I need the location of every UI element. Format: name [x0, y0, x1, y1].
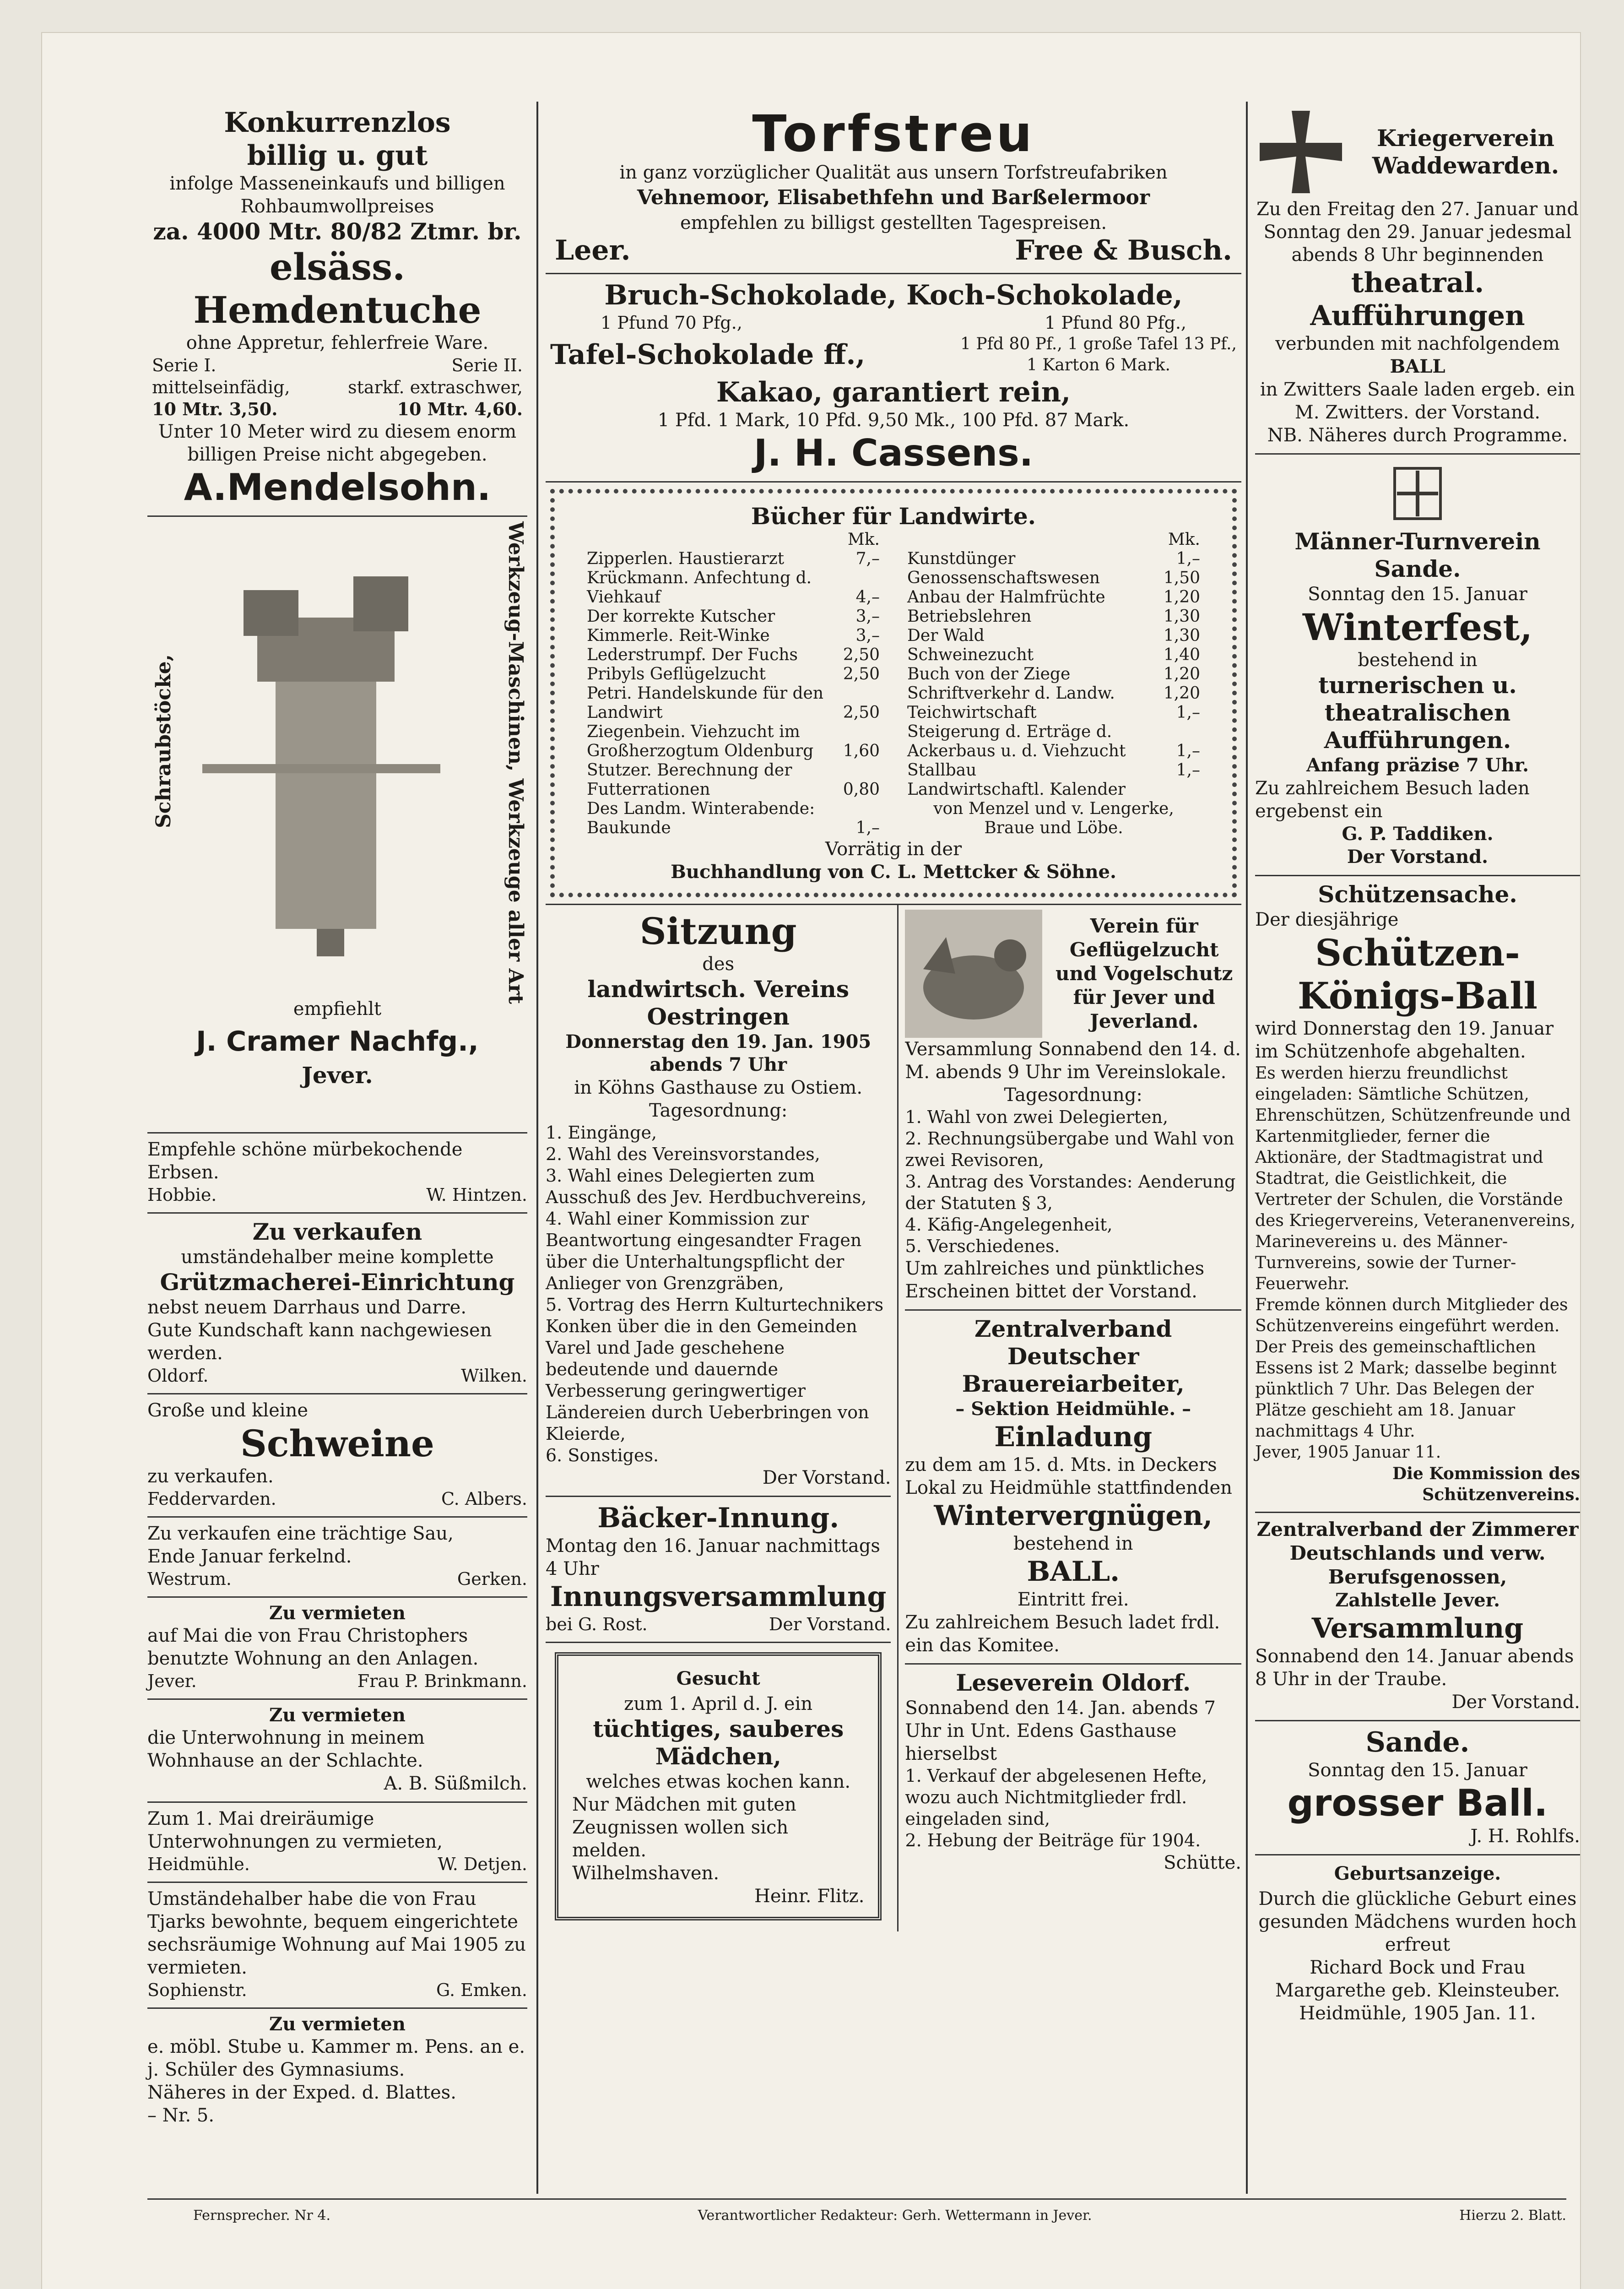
book-row	[587, 607, 880, 626]
book-price: 3,–	[855, 607, 880, 626]
currency-label: Mk.	[847, 530, 880, 549]
book-title: Pribyls Geflügelzucht	[587, 665, 766, 683]
ad-text: Tagesordnung:	[649, 1100, 788, 1121]
agenda-item: 3. Wahl eines Delegierten zum Ausschuß des Jev. Herdbuchvereins,	[546, 1166, 867, 1207]
ad-sande	[1255, 1721, 1580, 1855]
newspaper-page	[41, 32, 1581, 2289]
ad-place: bei G. Rost.	[546, 1614, 648, 1634]
ad-place: Oldorf.	[147, 1366, 209, 1386]
ad-sitzung	[546, 905, 891, 1497]
ad-schuetzen	[1255, 876, 1580, 1513]
ad-headline: Zentralverband der Zimmerer Deutschlands und verw. Berufsgenossen,	[1256, 1518, 1579, 1588]
agenda-item: 5. Vortrag des Herrn Kulturtechnikers Konken über die in den Gemeinden Varel und Jade geschehene bedeutende und dauernde Verbesserung geringwertiger Ländereien durch Ueberbringen von Kleierde,	[546, 1295, 884, 1444]
ad-subheadline: billig u. gut	[247, 140, 428, 172]
vise-image	[202, 535, 440, 966]
book-title: Krückmann. Anfechtung d.	[587, 569, 812, 587]
ad-text: Vehnemoor, Elisabethfehn und Barßelermoor	[637, 186, 1150, 209]
book-row	[587, 780, 880, 799]
book-title: Genossenschaftswesen	[907, 569, 1100, 587]
ad-headline: Bruch-Schokolade, Koch-Schokolade,	[604, 279, 1183, 311]
price: 1 Pfund 80 Pfg.,	[1045, 313, 1186, 333]
ad-text: Es werden hierzu freundlichst eingeladen: Sämtliche Schützen, Ehrenschützen, Schützenfreunde und Kartenmitglieder, ferner die Aktionäre, der Stadtmagistrat und Stadtrat, die Geistlichkeit, die Vertreter der Schulen, die Vorstände des Kriegervereins, Veteranenvereins, Marinevereins u. des Männer-Turnvereins, sowie der Turner-Feuerwehr.	[1255, 1064, 1575, 1293]
ad-vermieten-1	[147, 1598, 527, 1700]
book-title: Schriftverkehr d. Landw.	[907, 684, 1115, 703]
book-title: Viehkauf	[587, 588, 661, 607]
ad-text: des	[702, 954, 735, 975]
ad-headline: Winterfest,	[1302, 606, 1533, 649]
ad-text: Margarethe geb. Kleinsteuber.	[1275, 1980, 1560, 2001]
book-row	[907, 607, 1200, 626]
series-1-price: 10 Mtr. 3,50.	[152, 399, 278, 419]
book-title: Zipperlen. Haustierarzt	[587, 549, 785, 568]
series-1-desc: mittelseinfädig,	[152, 377, 290, 397]
ad-text: Zu zahlreichem Besuch ladet frdl. ein das Komitee.	[905, 1612, 1220, 1656]
ad-text: Vorrätig in der	[825, 839, 962, 860]
ad-headline: Konkurrenzlos	[224, 107, 451, 139]
ad-headline: Zentralverband Deutscher	[974, 1315, 1172, 1370]
advertiser-place: Jever.	[302, 1062, 373, 1089]
book-row	[587, 722, 880, 742]
ad-text: Erbsen.	[147, 1162, 219, 1183]
book-title: Ackerbaus u. d. Viehzucht	[907, 742, 1126, 760]
column-rule-1	[536, 102, 538, 2194]
ad-headline: Grützmacherei-Einrichtung	[160, 1269, 515, 1296]
ad-stube	[147, 2009, 527, 2133]
book-title: Lederstrumpf. Der Fuchs	[587, 645, 798, 664]
ad-headline: Zu vermieten	[269, 1704, 406, 1726]
ad-headline: theatral. Aufführungen	[1310, 267, 1525, 332]
ad-text: Zum 1. Mai dreiräumige Unterwohnungen zu vermieten,	[147, 1808, 443, 1852]
book-row	[587, 645, 880, 665]
ad-signature: G. P. Taddiken.	[1342, 823, 1494, 845]
book-row	[587, 799, 880, 819]
agenda-item: 1. Verkauf der abgelesenen Hefte, wozu auch Nichtmitglieder frdl. eingeladen sind,	[905, 1766, 1207, 1829]
book-price: 2,50	[843, 645, 880, 664]
column-left	[147, 102, 527, 2133]
ad-headline: BALL.	[1027, 1556, 1120, 1588]
ad-text: abends 7 Uhr	[650, 1054, 787, 1075]
ad-headline: grosser Ball.	[1287, 1782, 1548, 1824]
ad-text: auf Mai die von Frau Christophers benutzte Wohnung an den Anlagen.	[147, 1625, 479, 1669]
ad-zimmerer	[1255, 1513, 1580, 1721]
ad-text: empfiehlt	[293, 998, 382, 1020]
ad-kriegerverein	[1255, 102, 1580, 455]
ad-place: Hobbie.	[147, 1185, 217, 1205]
ad-headline: Torfstreu	[752, 104, 1035, 163]
ad-wohnung	[147, 1883, 527, 2009]
ad-text: Versammlung Sonnabend den 14. d. M. abends 9 Uhr im Vereinslokale.	[905, 1039, 1241, 1083]
book-row	[907, 684, 1200, 703]
book-title: Petri. Handelskunde für den	[587, 684, 824, 703]
ad-gesucht	[546, 1643, 891, 1931]
ad-text: ohne Appretur, fehlerfreie Ware.	[186, 332, 489, 353]
ad-headline: Zu vermieten	[269, 1602, 406, 1624]
book-title: Der Wald	[907, 626, 985, 645]
books-list-left	[587, 530, 880, 838]
book-row	[907, 569, 1200, 588]
agenda-item: 2. Hebung der Beiträge für 1904.	[905, 1830, 1201, 1850]
ad-text: Zu zahlreichem Besuch laden ergebenst ein	[1255, 778, 1530, 822]
ad-headline: landwirtsch. Vereins Oestringen	[587, 976, 850, 1030]
book-row	[587, 549, 880, 569]
book-price: 1,–	[1176, 549, 1200, 568]
ad-baecker	[546, 1497, 891, 1643]
ad-place: Leer.	[555, 234, 631, 266]
book-price: 1,60	[843, 742, 880, 760]
ad-headline: turnerischen u. theatralischen Aufführungen.	[1318, 672, 1517, 754]
ad-text: in Köhns Gasthause zu Ostiem.	[574, 1077, 863, 1098]
ad-schokolade	[546, 274, 1241, 483]
ad-headline: tüchtiges, sauberes Mädchen,	[593, 1715, 844, 1770]
ad-place: Wilhelmshaven.	[572, 1863, 720, 1884]
book-row	[587, 684, 880, 703]
agenda-item: 5. Verschiedenes.	[905, 1236, 1060, 1256]
agenda-item: 6. Sonstiges.	[546, 1445, 659, 1465]
agenda-item: 3. Antrag des Vorstandes: Aenderung der Statuten § 3,	[905, 1172, 1236, 1213]
ad-text: bestehend in	[1013, 1533, 1133, 1554]
ad-headline: Versammlung	[1311, 1612, 1524, 1644]
ad-vermieten-2	[147, 1700, 527, 1803]
ad-signature: Die Kommission des Schützenvereins.	[1392, 1464, 1580, 1504]
ad-headline: Schützensache.	[1318, 881, 1517, 908]
gesucht-frame	[555, 1652, 882, 1920]
ad-text: Durch die glückliche Geburt eines gesunden Mädchens wurden hoch erfreut	[1258, 1888, 1577, 1955]
ad-text: Gute Kundschaft kann nachgewiesen werden.	[147, 1320, 492, 1364]
book-title: Landwirtschaftl. Kalender	[907, 780, 1126, 799]
book-price: 1,–	[1176, 742, 1200, 760]
ad-signature: Frau P. Brinkmann.	[357, 1671, 527, 1691]
book-title: Kimmerle. Reit-Winke	[587, 626, 770, 645]
ad-text: zu verkaufen.	[147, 1466, 274, 1487]
ad-headline: Tafel-Schokolade ff.,	[550, 339, 866, 371]
ad-headline: Zu vermieten	[269, 2013, 406, 2035]
ad-headline: Sitzung	[639, 910, 797, 953]
book-price: 2,50	[843, 665, 880, 683]
book-title: Anbau der Halmfrüchte	[907, 588, 1105, 607]
ad-text: verbunden mit nachfolgendem	[1275, 333, 1560, 354]
agenda-item: 2. Rechnungsübergabe und Wahl von zwei Revisoren,	[905, 1128, 1234, 1170]
book-price: 1,50	[1163, 569, 1200, 587]
ad-headline: Schützen-Königs-Ball	[1297, 931, 1538, 1017]
book-row	[907, 780, 1200, 799]
ad-text: e. möbl. Stube u. Kammer m. Pens. an e. j. Schüler des Gymnasiums.	[147, 2036, 525, 2080]
ad-signature: W. Hintzen.	[426, 1185, 527, 1205]
book-price: 1,–	[1176, 703, 1200, 722]
ad-text: Donnerstag den 19. Jan. 1905	[565, 1031, 872, 1052]
book-row	[907, 645, 1200, 665]
ad-place: Westrum.	[147, 1569, 232, 1589]
book-row	[587, 665, 880, 684]
ad-text: Sonntag den 15. Januar	[1308, 1760, 1527, 1781]
book-price: 1,40	[1163, 645, 1200, 664]
series-1-label: Serie I.	[152, 355, 217, 375]
book-price: 1,30	[1163, 607, 1200, 626]
currency-label: Mk.	[1168, 530, 1200, 549]
book-title: von Menzel und v. Lengerke, Braue und Löbe.	[933, 799, 1174, 837]
ad-headline: Bäcker-Innung.	[597, 1502, 839, 1534]
ad-text: Montag den 16. Januar nachmittags 4 Uhr	[546, 1535, 880, 1579]
book-title: Stallbau	[907, 761, 977, 780]
agenda-item: 1. Wahl von zwei Delegierten,	[905, 1107, 1169, 1127]
ad-text: infolge Masseneinkaufs und billigen	[169, 173, 505, 194]
book-price: 4,–	[855, 588, 880, 607]
ad-text: Der diesjährige	[1255, 909, 1399, 930]
book-price: 7,–	[855, 549, 880, 568]
ad-headline: Innungsversammlung	[550, 1581, 887, 1613]
ad-text: Empfehle schöne mürbekochende	[147, 1139, 463, 1160]
footer	[193, 2208, 1566, 2224]
ad-text: Unter 10 Meter wird zu diesem enorm billigen Preise nicht abgegeben.	[158, 421, 517, 465]
poultry-image	[905, 910, 1042, 1038]
book-title: Des Landm. Winterabende:	[587, 799, 815, 818]
ad-text: – Nr. 5.	[147, 2105, 215, 2126]
book-title: Buch von der Ziege	[907, 665, 1071, 683]
book-row	[907, 703, 1200, 722]
book-row	[587, 569, 880, 588]
ad-text: umständehalber meine komplette	[181, 1247, 494, 1268]
series-2-price: 10 Mtr. 4,60.	[397, 399, 523, 419]
ad-text: Um zahlreiches und pünktliches Erscheinen bittet der Vorstand.	[905, 1258, 1205, 1302]
ad-text: Große und kleine	[147, 1400, 309, 1421]
book-price: 1,20	[1163, 588, 1200, 607]
ad-headline: Wintervergnügen,	[934, 1500, 1213, 1532]
book-price: 1,20	[1163, 665, 1200, 683]
book-title: Schweinezucht	[907, 645, 1034, 664]
ad-text: wird Donnerstag den 19. Januar im Schützenhofe abgehalten.	[1255, 1018, 1554, 1062]
ad-text: Anfang präzise 7 Uhr.	[1306, 754, 1529, 776]
ad-place: Jever.	[147, 1671, 197, 1691]
ad-signature: C. Albers.	[441, 1489, 527, 1509]
book-price: 0,80	[843, 780, 880, 799]
ad-schweine	[147, 1394, 527, 1518]
ad-text: NB. Näheres durch Programme.	[1267, 425, 1568, 446]
book-title: Stutzer. Berechnung der	[587, 761, 792, 780]
ad-text: zu dem am 15. d. Mts. in Deckers Lokal zu Heidmühle stattfindenden	[905, 1454, 1232, 1498]
ad-geburt	[1255, 1855, 1580, 2031]
ad-place: Feddervarden.	[147, 1489, 276, 1509]
ad-turnverein	[1255, 455, 1580, 876]
ad-headline: Kriegerverein Waddewarden.	[1372, 125, 1559, 179]
ad-text: Jever, 1905 Januar 11.	[1255, 1443, 1441, 1462]
ad-signature: Wilken.	[461, 1366, 527, 1386]
ad-text: – Sektion Heidmühle. –	[955, 1398, 1191, 1420]
footer-note: Hierzu 2. Blatt.	[1459, 2208, 1566, 2224]
book-row	[907, 742, 1200, 761]
ad-headline: Verein für Geflügelzucht und Vogelschutz für Jever und Jeverland.	[1056, 915, 1233, 1032]
agenda-item: 2. Wahl des Vereinsvorstandes,	[546, 1144, 820, 1164]
book-row	[587, 703, 880, 722]
ad-cramer	[147, 517, 527, 1134]
ad-text: Sonntag den 15. Januar	[1308, 584, 1527, 605]
ad-text: Ende Januar ferkelnd.	[147, 1546, 352, 1567]
book-title: Ziegenbein. Viehzucht im	[587, 722, 800, 741]
book-row	[587, 588, 880, 607]
ad-leseverein	[905, 1665, 1241, 1881]
column-middle-left	[546, 905, 899, 1931]
ad-text: za. 4000 Mtr. 80/82 Ztmr. br.	[153, 218, 522, 245]
ad-text: M. Zwitters. der Vorstand.	[1294, 402, 1541, 423]
book-title: Futterrationen	[587, 780, 710, 799]
footer-editor: Verantwortlicher Redakteur: Gerh. Wettermann in Jever.	[698, 2208, 1092, 2224]
ad-headline: elsäss. Hemdentuche	[193, 245, 482, 331]
book-title: Großherzogtum Oldenburg	[587, 742, 814, 760]
vertical-text-left: Schraubstöcke,	[152, 654, 175, 829]
footer-rule	[147, 2198, 1566, 2200]
ad-text: Umständehalber habe die von Frau Tjarks bewohnte, bequem eingerichtete sechsräumige Wohnung auf Mai 1905 zu vermieten.	[147, 1888, 526, 1978]
ad-headline: Zu verkaufen	[252, 1218, 422, 1245]
ad-signature: G. Emken.	[436, 1980, 527, 2000]
ad-text: Sonnabend den 14. Januar abends 8 Uhr in der Traube.	[1255, 1646, 1574, 1690]
iron-cross-icon	[1255, 106, 1347, 198]
ad-text: empfehlen zu billigst gestellten Tagespreisen.	[680, 212, 1107, 233]
ad-headline: Leseverein Oldorf.	[956, 1669, 1191, 1696]
book-title: Steigerung d. Erträge d.	[907, 722, 1112, 741]
series-2-label: Serie II.	[451, 355, 523, 375]
ad-text: Sonnabend den 14. Jan. abends 7 Uhr in Unt. Edens Gasthause hierselbst	[905, 1698, 1216, 1764]
ad-brauerei	[905, 1311, 1241, 1665]
ad-place: Heidmühle.	[147, 1854, 250, 1874]
book-row	[587, 742, 880, 761]
advertiser-name: J. Cramer Nachfg.,	[196, 1025, 479, 1058]
ad-signature: Schütte.	[1164, 1852, 1241, 1873]
agenda-item: 1. Eingänge,	[546, 1123, 657, 1143]
ad-text: in Zwitters Saale laden ergeb. ein	[1260, 379, 1575, 400]
ad-text: die Unterwohnung in meinem Wohnhause an der Schlachte.	[147, 1727, 425, 1771]
ad-signature: Gerken.	[457, 1569, 527, 1589]
book-price: 1,30	[1163, 626, 1200, 645]
ad-text: Tagesordnung:	[1004, 1085, 1142, 1106]
ad-text: Nur Mädchen mit guten Zeugnissen wollen sich melden.	[572, 1794, 796, 1861]
ad-text: Rohbaumwollpreises	[240, 196, 434, 217]
column-rule-2	[1246, 102, 1248, 2194]
ad-sau	[147, 1518, 527, 1598]
advertiser-name: Free & Busch.	[1015, 234, 1232, 266]
ad-signature: Heinr. Flitz.	[754, 1886, 865, 1907]
book-price: 3,–	[855, 626, 880, 645]
series-2-desc: starkf. extraschwer,	[348, 377, 523, 397]
advertiser-name: A.Mendelsohn.	[184, 466, 491, 509]
book-price: 1,–	[1176, 761, 1200, 780]
price: 1 Pfund 70 Pfg.,	[601, 313, 742, 333]
ad-signature: Der Vorstand.	[1347, 846, 1489, 868]
ad-text: Heidmühle, 1905 Jan. 11.	[1299, 2003, 1536, 2024]
price: 1 Karton 6 Mark.	[1027, 356, 1170, 374]
ad-unterwohnungen	[147, 1803, 527, 1883]
book-row	[907, 761, 1200, 780]
turner-emblem-icon	[1381, 464, 1454, 523]
ad-signature: Der Vorstand.	[769, 1614, 891, 1634]
ad-signature: A. B. Süßmilch.	[384, 1773, 527, 1794]
ad-text: in ganz vorzüglicher Qualität aus unsern Torfstreufabriken	[619, 162, 1168, 183]
book-row	[907, 799, 1200, 838]
ad-text: Eintritt frei.	[1017, 1589, 1129, 1610]
book-row	[587, 761, 880, 780]
book-price: 1,–	[855, 819, 880, 837]
ad-headline: Schweine	[240, 1422, 434, 1465]
book-row	[907, 626, 1200, 645]
advertiser-name: J. H. Cassens.	[753, 432, 1034, 474]
ad-text: BALL	[1390, 356, 1445, 377]
book-title: Kunstdünger	[907, 549, 1016, 568]
advertiser-name: Buchhandlung von C. L. Mettcker & Söhne.	[671, 861, 1116, 883]
ad-text: Zu den Freitag den 27. Januar und Sonntag den 29. Januar jedesmal abends 8 Uhr beginnenden	[1256, 199, 1579, 266]
book-row	[907, 665, 1200, 684]
ad-headline: Männer-Turnverein Sande.	[1294, 528, 1541, 582]
ad-headline: Gesucht	[676, 1668, 760, 1689]
ad-text: Fremde können durch Mitglieder des Schützenvereins eingeführt werden.	[1255, 1296, 1568, 1335]
books-frame	[550, 489, 1237, 897]
ad-headline: Geburtsanzeige.	[1334, 1863, 1501, 1884]
ad-text: Zahlstelle Jever.	[1335, 1589, 1500, 1611]
ad-signature: J. H. Rohlfs.	[1470, 1826, 1580, 1847]
column-right	[1255, 102, 1580, 2031]
book-row	[907, 722, 1200, 742]
ad-gruetzmacherei	[147, 1214, 527, 1394]
ad-headline: Sande.	[1365, 1726, 1470, 1758]
book-price: 2,50	[843, 703, 880, 722]
ad-text: welches etwas kochen kann.	[586, 1771, 851, 1792]
book-row	[587, 626, 880, 645]
ad-torfstreu	[546, 102, 1241, 274]
ad-signature: Der Vorstand.	[1451, 1692, 1580, 1713]
agenda-list	[905, 1765, 1241, 1851]
column-middle-right	[899, 905, 1241, 1931]
agenda-list	[546, 1122, 891, 1466]
ad-signature: W. Detjen.	[438, 1854, 527, 1874]
book-title: Baukunde	[587, 819, 671, 837]
column-middle	[546, 102, 1241, 1931]
book-title: Landwirt	[587, 703, 663, 722]
agenda-item: 4. Wahl einer Kommission zur Beantwortung eingesandter Fragen über die Unterhaltungspflicht der Anlieger von Grenzgräben,	[546, 1209, 862, 1293]
book-row	[587, 819, 880, 838]
ad-place: Sophienstr.	[147, 1980, 247, 2000]
books-list-right	[907, 530, 1200, 838]
book-title: Der korrekte Kutscher	[587, 607, 775, 626]
ad-text: Der Preis des gemeinschaftlichen Essens ist 2 Mark; dasselbe beginnt pünktlich 7 Uhr. Das Belegen der Plätze geschieht am 18. Januar nachmittags 4 Uhr.	[1255, 1338, 1557, 1441]
ad-gefluegel	[905, 905, 1241, 1311]
ad-headline: Brauereiarbeiter,	[962, 1370, 1185, 1397]
ad-text: zum 1. April d. J. ein	[624, 1693, 813, 1714]
ad-headline: Bücher für Landwirte.	[751, 503, 1036, 530]
footer-phone: Fernsprecher. Nr 4.	[193, 2208, 331, 2224]
ad-buecher	[546, 483, 1241, 905]
price: 1 Pfd. 1 Mark, 10 Pfd. 9,50 Mk., 100 Pfd. 87 Mark.	[657, 410, 1130, 431]
book-price: 1,20	[1163, 684, 1200, 703]
price: 1 Pfd 80 Pf., 1 große Tafel 13 Pf.,	[960, 335, 1237, 353]
ad-text: Näheres in der Exped. d. Blattes.	[147, 2082, 456, 2103]
ad-text: bestehend in	[1358, 650, 1478, 671]
agenda-item: 4. Käfig-Angelegenheit,	[905, 1215, 1113, 1235]
ad-signature: Der Vorstand.	[762, 1467, 891, 1488]
ad-hemdentuche	[147, 102, 527, 517]
ad-text: nebst neuem Darrhaus und Darre.	[147, 1297, 467, 1318]
book-row	[907, 549, 1200, 569]
book-row	[907, 588, 1200, 607]
book-title: Betriebslehren	[907, 607, 1032, 626]
ad-text: Richard Bock und Frau	[1310, 1957, 1526, 1978]
ad-erbsen	[147, 1134, 527, 1214]
ad-text: Zu verkaufen eine trächtige Sau,	[147, 1523, 454, 1544]
book-title: Teichwirtschaft	[907, 703, 1037, 722]
ad-headline: Einladung	[994, 1421, 1153, 1453]
agenda-list	[905, 1107, 1241, 1257]
vertical-text-right: Werkzeug-Maschinen, Werkzeuge aller Art	[504, 521, 527, 1004]
ad-headline: Kakao, garantiert rein,	[716, 376, 1071, 408]
